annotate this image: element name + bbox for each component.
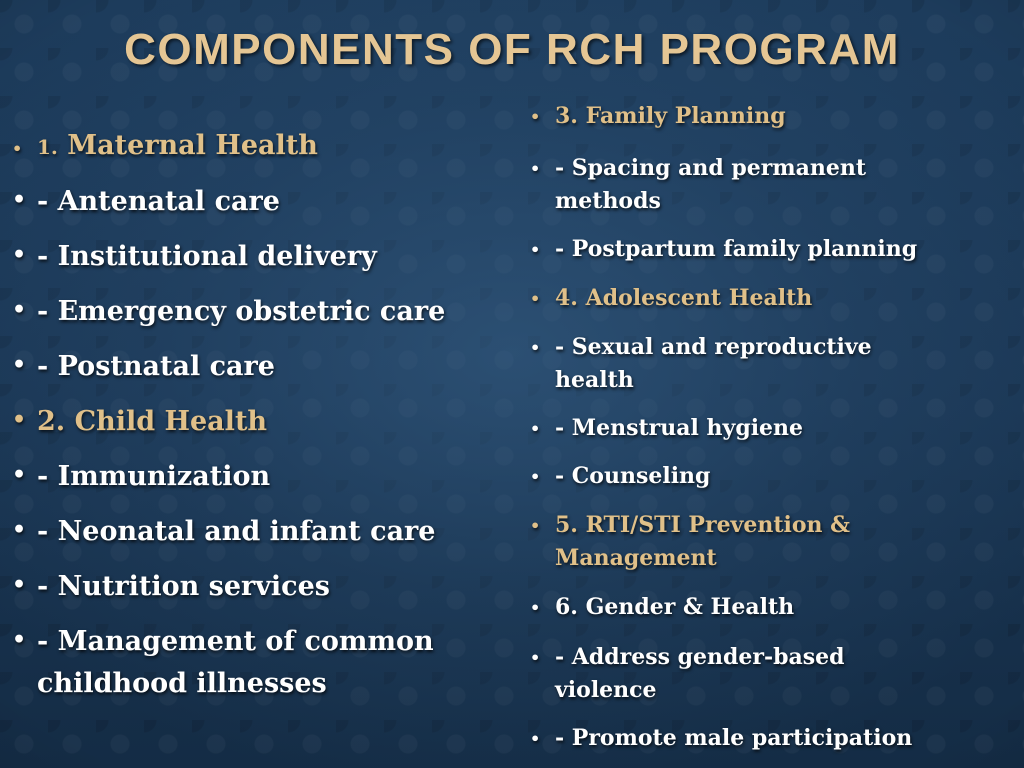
bullet-marker: •	[12, 352, 27, 378]
list-item-text-line2: violence	[555, 677, 657, 703]
list-item-text-line1: - Spacing and permanent	[555, 155, 867, 181]
heading-label: 6. Gender & Health	[555, 594, 795, 620]
bullet-marker: •	[530, 516, 541, 535]
heading-label: Maternal Health	[57, 130, 318, 161]
bullet-marker: •	[12, 627, 27, 653]
bullet-marker: •	[530, 338, 541, 357]
bullet-marker: •	[12, 462, 27, 488]
bullet-marker: •	[12, 407, 27, 433]
list-item-text: - Promote male participation	[555, 725, 913, 751]
list-item-text-line1: - Address gender-based	[555, 644, 845, 670]
list-item-text: - Counseling	[555, 463, 711, 489]
bullet-marker: •	[12, 297, 27, 323]
heading-label-line1: 5. RTI/STI Prevention &	[555, 512, 851, 538]
heading-label-line2: Management	[555, 545, 717, 571]
bullet-marker: •	[530, 289, 541, 308]
list-item-text: - Antenatal care	[37, 186, 280, 217]
list-item-text: - Postpartum family planning	[555, 236, 918, 262]
bullet-marker: •	[530, 467, 541, 486]
bullet-marker: •	[12, 517, 27, 543]
bullet-marker: •	[530, 240, 541, 259]
list-item-text-line2: methods	[555, 188, 661, 214]
list-item-text-line2: childhood illnesses	[37, 668, 327, 699]
list-item-text: - Neonatal and infant care	[37, 516, 436, 547]
bullet-marker: •	[530, 598, 541, 617]
bullet-marker: •	[12, 139, 23, 158]
list-item-text: - Immunization	[37, 461, 271, 492]
bullet-marker: •	[530, 159, 541, 178]
list-item-text: - Nutrition services	[37, 571, 331, 602]
bullet-marker: •	[12, 242, 27, 268]
bullet-marker: •	[12, 187, 27, 213]
slide-title: COMPONENTS OF RCH PROGRAM	[124, 25, 900, 74]
list-item-text-line1: - Sexual and reproductive	[555, 334, 872, 360]
list-item-text-line1: - Management of common	[37, 626, 434, 657]
bullet-marker: •	[530, 729, 541, 748]
bullet-marker: •	[530, 107, 541, 126]
list-item-text-line2: health	[555, 367, 634, 393]
bullet-marker: •	[12, 572, 27, 598]
heading-number: 1.	[37, 135, 58, 159]
list-item-text: - Institutional delivery	[37, 241, 377, 272]
heading-label: 2. Child Health	[37, 406, 268, 437]
list-item-text: - Emergency obstetric care	[37, 296, 446, 327]
heading-label: 3. Family Planning	[555, 103, 786, 129]
bullet-marker: •	[530, 419, 541, 438]
bullet-marker: •	[530, 648, 541, 667]
heading-label: 4. Adolescent Health	[555, 285, 813, 311]
list-item-text: - Postnatal care	[37, 351, 275, 382]
list-item-text: - Menstrual hygiene	[555, 415, 804, 441]
